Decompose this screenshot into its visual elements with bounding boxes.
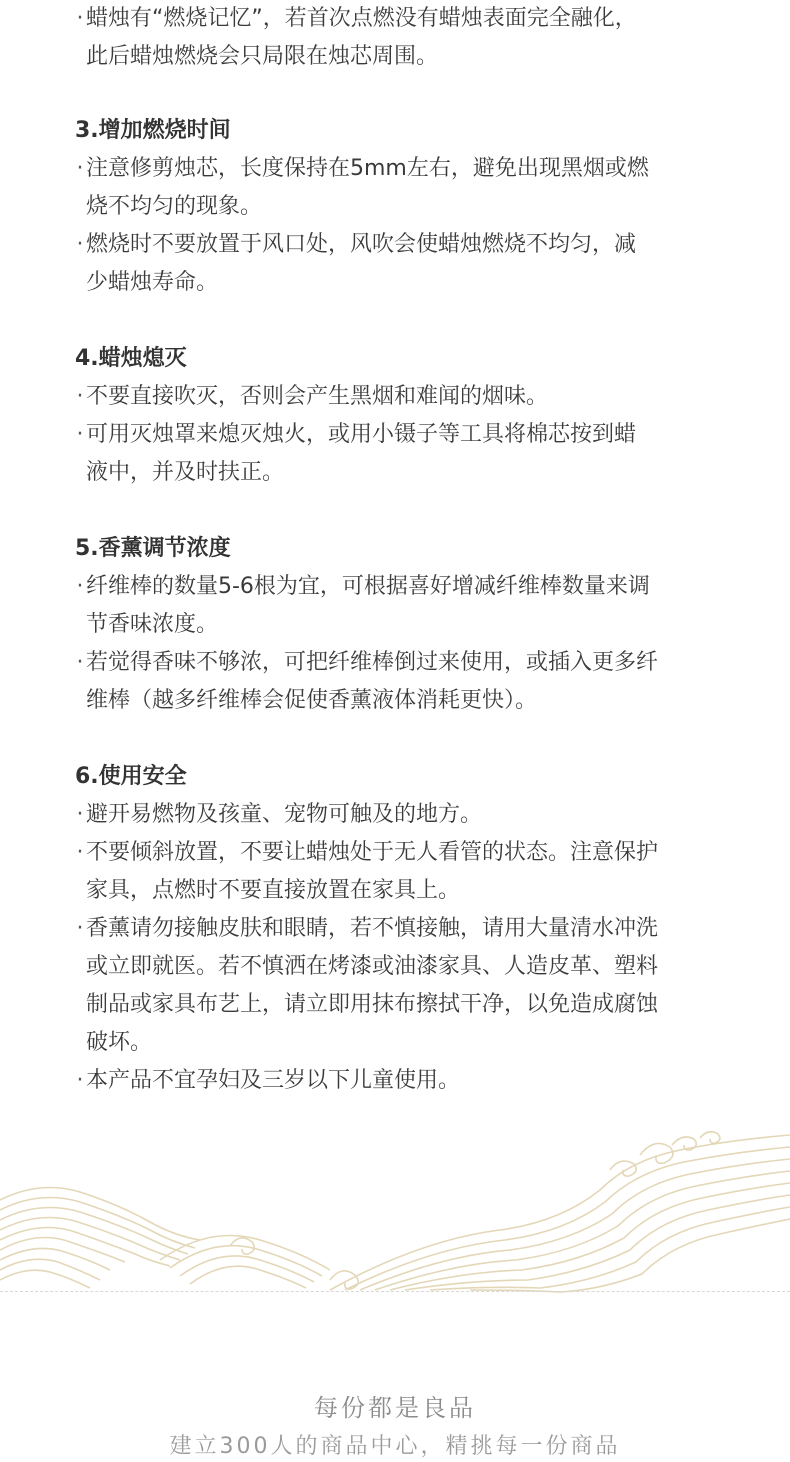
bullet-line: 蜡烛有“燃烧记忆”，若首次点燃没有蜡烛表面完全融化， (86, 6, 637, 31)
bullet-trim-wick (74, 150, 724, 226)
bullet-line: 燃烧时不要放置于风口处，风吹会使蜡烛燃烧不均匀，减 (86, 232, 637, 257)
bullet-marker: · (76, 840, 84, 865)
bullet-marker: · (76, 574, 84, 599)
bullet-marker: · (76, 1068, 84, 1093)
bullet-line: 不要直接吹灭，否则会产生黑烟和难闻的烟味。 (86, 384, 549, 409)
bullet-line: 注意修剪烛芯，长度保持在5mm左右，避免出现黑烟或燃 (86, 156, 649, 181)
bullet-line: 此后蜡烛燃烧会只局限在烛芯周围。 (86, 44, 439, 69)
bullet-line: 破坏。 (86, 1030, 153, 1055)
bullet-snuffer (74, 416, 724, 492)
bullet-flammables (74, 796, 724, 834)
bullet-marker: · (76, 650, 84, 675)
bullet-line: 烧不均匀的现象。 (86, 194, 263, 219)
bullet-marker: · (76, 802, 84, 827)
bullet-line: 家具，点燃时不要直接放置在家具上。 (86, 878, 461, 903)
bullet-no-tilt (74, 834, 724, 910)
bullet-marker: · (76, 422, 84, 447)
bullet-line: 节香味浓度。 (86, 612, 219, 637)
bullet-line: 维棒（越多纤维棒会促使香薰液体消耗更快）。 (86, 688, 538, 713)
footer-title: 每份都是良品 (314, 1394, 476, 1422)
section-title-extinguish: 4.蜡烛熄灭 (75, 346, 187, 371)
bullet-line: 若觉得香味不够浓，可把纤维棒倒过来使用，或插入更多纤 (86, 650, 659, 675)
bullet-line: 纤维棒的数量5-6根为宜，可根据喜好增减纤维棒数量来调 (86, 574, 650, 599)
bullet-line: 避开易燃物及孩童、宠物可触及的地方。 (86, 802, 483, 827)
bullet-line: 少蜡烛寿命。 (86, 270, 219, 295)
bullet-line: 不要倾斜放置，不要让蜡烛处于无人看管的状态。注意保护 (86, 840, 659, 865)
bullet-line: 可用灭烛罩来熄灭烛火，或用小镊子等工具将棉芯按到蜡 (86, 422, 637, 447)
bullet-line: 或立即就医。若不慎洒在烤漆或油漆家具、人造皮革、塑料 (86, 954, 659, 979)
bullet-marker: · (76, 6, 84, 31)
bullet-marker: · (76, 916, 84, 941)
section-title-burn-time: 3.增加燃烧时间 (75, 118, 231, 143)
wave-pattern-decoration (0, 1130, 790, 1295)
bullet-flip-reeds (74, 644, 724, 720)
bullet-pregnant-children (74, 1062, 724, 1100)
bullet-avoid-wind (74, 226, 724, 302)
footer-subtitle: 建立300人的商品中心，精挑每一份商品 (169, 1434, 621, 1459)
bullet-line: 制品或家具布艺上，请立即用抹布擦拭干净，以免造成腐蚀 (86, 992, 659, 1017)
section-title-fragrance: 5.香薰调节浓度 (75, 536, 231, 561)
section-title-safety: 6.使用安全 (75, 764, 187, 789)
bullet-no-blow (74, 378, 724, 416)
bullet-line: 香薰请勿接触皮肤和眼睛，若不慎接触，请用大量清水冲洗 (86, 916, 659, 941)
bullet-line: 本产品不宜孕妇及三岁以下儿童使用。 (86, 1068, 461, 1093)
bullet-skin-contact (74, 910, 724, 1062)
divider (0, 1291, 790, 1292)
bullet-marker: · (76, 232, 84, 257)
bullet-burn-memory (74, 0, 724, 76)
bullet-line: 液中，并及时扶正。 (86, 460, 285, 485)
bullet-reed-count (74, 568, 724, 644)
bullet-marker: · (76, 156, 84, 181)
bullet-marker: · (76, 384, 84, 409)
